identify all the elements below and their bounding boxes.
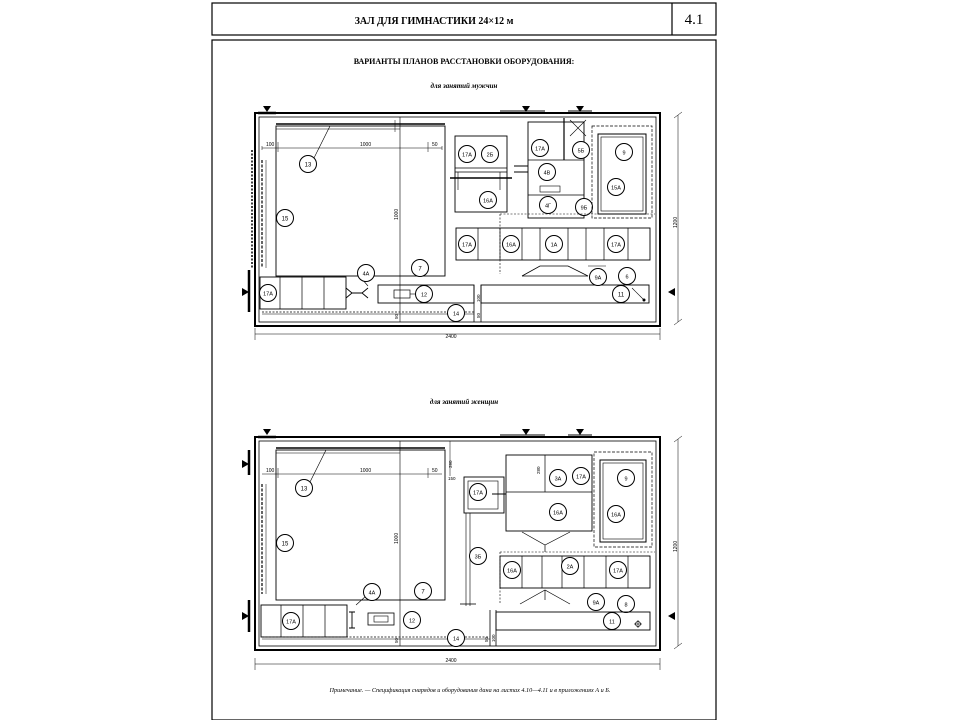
dim-50-b: 50	[484, 636, 489, 642]
dim-1000: 1000	[360, 142, 372, 148]
label-9a: 9А	[594, 275, 602, 282]
label-9: 9	[624, 476, 628, 483]
dim-50: 50	[432, 142, 438, 148]
label-2b: 2Б	[486, 152, 494, 159]
label-16a-b: 16А	[506, 242, 516, 249]
label-17a-b: 17А	[535, 146, 545, 153]
label-7: 7	[421, 589, 425, 596]
dim-100-b: 100	[491, 634, 496, 642]
footnote: Примечание. — Спецификация снарядов и оборудования дана на листах 4.10—4.11 и в приложениях А и Б.	[329, 687, 611, 694]
label-11: 11	[617, 292, 625, 299]
label-9: 9	[622, 150, 626, 157]
label-15: 15	[281, 216, 289, 223]
dim-150: 150	[448, 476, 456, 481]
dim-390: 390	[448, 460, 453, 468]
dim-100-b: 100	[476, 294, 481, 302]
label-3b: 3Б	[474, 554, 482, 561]
dim-2400: 2400	[445, 658, 457, 664]
dim-1200: 1200	[673, 216, 679, 228]
label-17a-d: 17А	[611, 242, 621, 249]
dim-50: 50	[432, 468, 438, 474]
plan-women	[242, 398, 682, 670]
label-13: 13	[304, 162, 312, 169]
label-17a-b: 17А	[576, 474, 586, 481]
dim-1200: 1200	[673, 540, 679, 552]
label-12: 12	[408, 618, 416, 625]
section-title: ВАРИАНТЫ ПЛАНОВ РАССТАНОВКИ ОБОРУДОВАНИЯ:	[353, 57, 575, 66]
dim-50-c: 50	[394, 313, 399, 319]
label-13: 13	[300, 486, 308, 493]
label-17a-a: 17А	[462, 152, 472, 159]
label-3a: 3А	[554, 476, 562, 483]
label-16a-r: 16А	[611, 512, 621, 519]
label-6: 6	[625, 274, 629, 281]
label-15: 15	[281, 541, 289, 548]
dim-50-b: 50	[476, 312, 481, 318]
label-4a: 4А	[362, 271, 370, 278]
label-4g: 4Г	[544, 203, 552, 210]
label-9a: 9А	[592, 600, 600, 607]
label-7: 7	[418, 266, 422, 273]
dim-2400: 2400	[445, 334, 457, 340]
dim-100: 100	[266, 468, 275, 474]
dim-50-c: 50	[394, 637, 399, 643]
label-2a: 2А	[566, 564, 574, 571]
label-4a: 4А	[368, 590, 376, 597]
label-5b: 5Б	[577, 148, 585, 155]
dim-1000-vertical: 1000	[394, 208, 400, 220]
label-16a-b: 16А	[507, 568, 517, 575]
label-11: 11	[609, 619, 615, 626]
sheet-number: 4.1	[684, 12, 704, 28]
label-14: 14	[452, 636, 460, 643]
plan-women-subtitle: для занятий женщин	[429, 398, 499, 406]
label-12: 12	[420, 292, 428, 299]
label-16a-a: 16А	[553, 510, 563, 517]
dim-280: 280	[536, 466, 541, 474]
sheet-title: ЗАЛ ДЛЯ ГИМНАСТИКИ 24×12 м	[354, 16, 514, 27]
label-17a-c: 17А	[462, 242, 472, 249]
plan-men-subtitle: для занятий мужчин	[430, 82, 498, 90]
label-1a: 1А	[550, 242, 558, 249]
label-9b: 9Б	[580, 205, 588, 212]
plan-men	[242, 82, 682, 340]
label-15a: 15А	[611, 185, 621, 192]
label-17a-c: 17А	[613, 568, 623, 575]
dim-100: 100	[266, 142, 275, 148]
label-8: 8	[624, 602, 628, 609]
label-17a-left: 17А	[286, 619, 296, 626]
label-16a-a: 16А	[483, 198, 493, 205]
label-17a-a: 17А	[473, 490, 483, 497]
dim-1000-vertical: 1000	[394, 532, 400, 544]
label-4v: 4В	[543, 170, 551, 177]
label-14: 14	[452, 311, 460, 318]
label-17a-left: 17А	[263, 291, 273, 298]
dim-1000: 1000	[360, 468, 372, 474]
